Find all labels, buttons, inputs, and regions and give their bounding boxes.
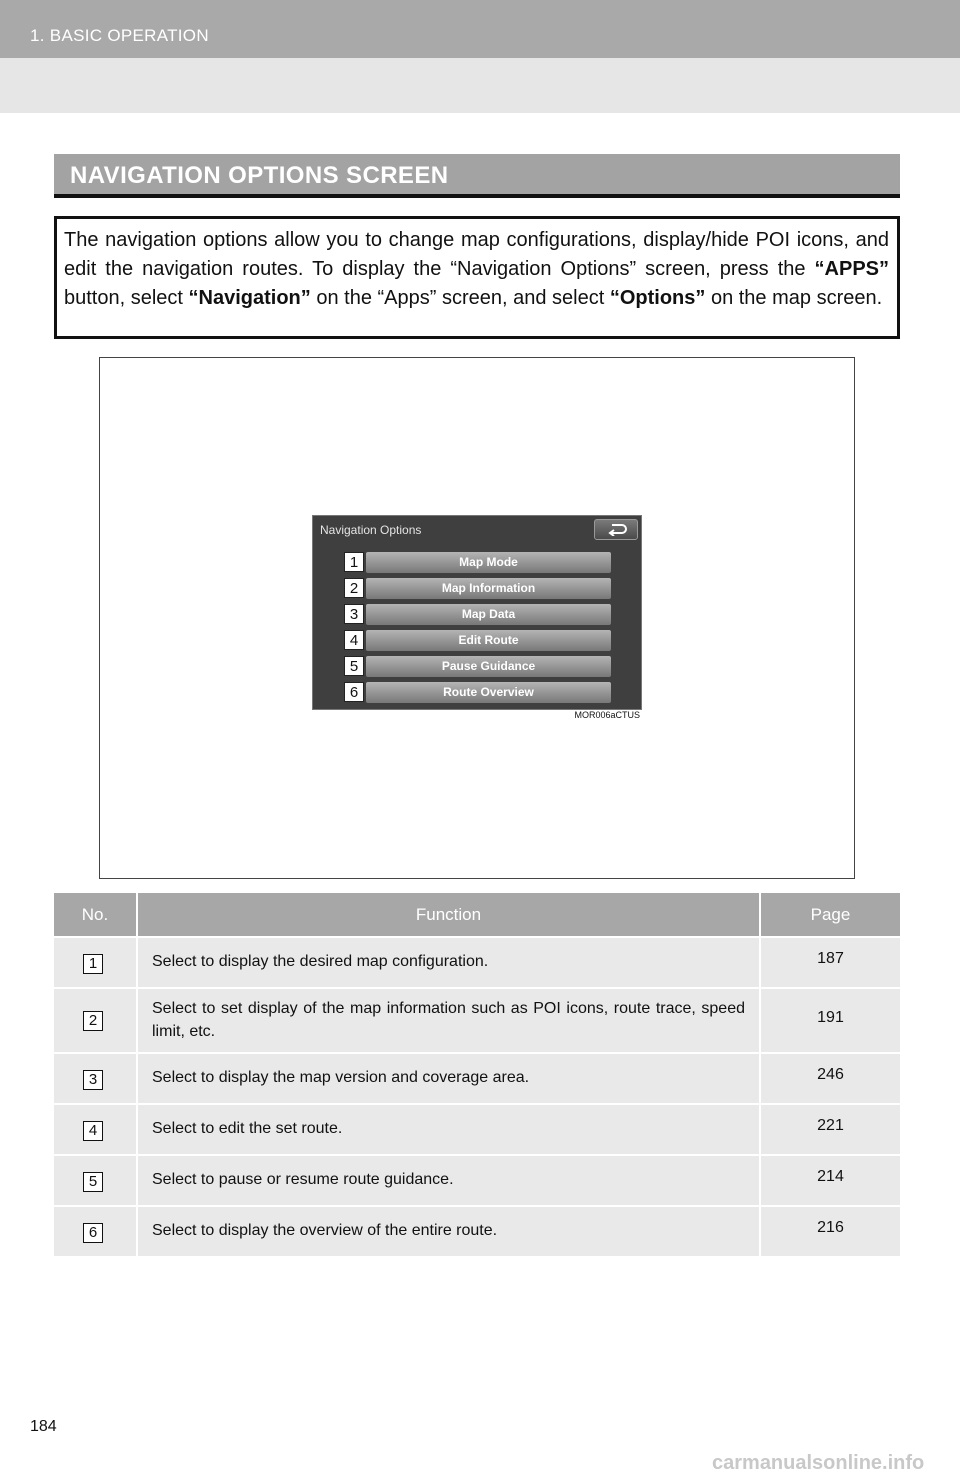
map-data-button[interactable]: Map Data [366,604,611,625]
function-cell: Select to set display of the map information such as POI icons, route trace, speed limit, etc. [138,987,761,1052]
function-cell: Select to display the overview of the entire route. [138,1205,761,1256]
page-cell: 187 [761,936,900,987]
functions-table [54,893,900,1256]
row-number-cell [54,987,138,1052]
back-arrow-icon [607,523,627,536]
row-number: 1 [83,954,103,974]
callout-number: 5 [344,656,364,676]
section-heading [54,154,900,198]
row-number: 4 [83,1121,103,1141]
map-mode-button[interactable]: Map Mode [366,552,611,573]
callout-number: 6 [344,682,364,702]
back-button[interactable] [594,519,638,540]
page-number: 184 [30,1418,57,1435]
route-overview-button[interactable]: Route Overview [366,682,611,703]
header-no: No. [54,893,138,936]
function-cell: Select to pause or resume route guidance. [138,1154,761,1205]
option-map-data[interactable] [317,604,611,626]
callout-number: 4 [344,630,364,650]
row-number: 3 [83,1070,103,1090]
chapter-title: 1. BASIC OPERATION [30,26,209,45]
intro-text: on the map screen. [705,287,883,309]
row-number: 5 [83,1172,103,1192]
page-cell: 246 [761,1052,900,1103]
row-number-cell [54,936,138,987]
header-page: Page [761,893,900,936]
row-number: 2 [83,1011,103,1031]
row-number-cell [54,1154,138,1205]
intro-box [54,216,900,339]
row-number: 6 [83,1223,103,1243]
screen-title: Navigation Options [320,523,422,537]
edit-route-button[interactable]: Edit Route [366,630,611,651]
intro-text: The navigation options allow you to change map configurations, display/hide POI icons, and edit the navigation routes. To display the “Navigation Options” screen, press the [64,229,889,280]
option-map-mode[interactable] [317,552,611,574]
row-number-cell [54,1205,138,1256]
intro-text: button, select [64,287,189,309]
function-cell: Select to edit the set route. [138,1103,761,1154]
page-cell: 216 [761,1205,900,1256]
intro-text: on the “Apps” screen, and select [310,287,610,309]
page-cell: 191 [761,987,900,1052]
page-cell: 221 [761,1103,900,1154]
navigation-label: “Navigation” [188,287,311,309]
table-header-row [54,893,900,936]
section-title: NAVIGATION OPTIONS SCREEN [70,162,449,189]
pause-guidance-button[interactable]: Pause Guidance [366,656,611,677]
figure-code: MOR006aCTUS [565,710,642,721]
row-number-cell [54,1103,138,1154]
row-number-cell [54,1052,138,1103]
options-label: “Options” [609,287,706,309]
table-row [54,1154,900,1205]
table-row [54,1103,900,1154]
table-row [54,1205,900,1256]
table-row [54,936,900,987]
header-bar [0,0,960,58]
function-cell: Select to display the map version and coverage area. [138,1052,761,1103]
watermark: carmanualsonline.info [712,1452,925,1474]
table-row [54,987,900,1052]
apps-label: “APPS” [814,258,889,280]
option-edit-route[interactable] [317,630,611,652]
callout-number: 2 [344,578,364,598]
callout-number: 1 [344,552,364,572]
option-route-overview[interactable] [317,682,611,704]
option-map-information[interactable] [317,578,611,600]
navigation-options-screen [312,515,642,710]
option-pause-guidance[interactable] [317,656,611,678]
table-row [54,1052,900,1103]
callout-number: 3 [344,604,364,624]
map-information-button[interactable]: Map Information [366,578,611,599]
function-cell: Select to display the desired map configuration. [138,936,761,987]
header-function: Function [138,893,761,936]
page-cell: 214 [761,1154,900,1205]
